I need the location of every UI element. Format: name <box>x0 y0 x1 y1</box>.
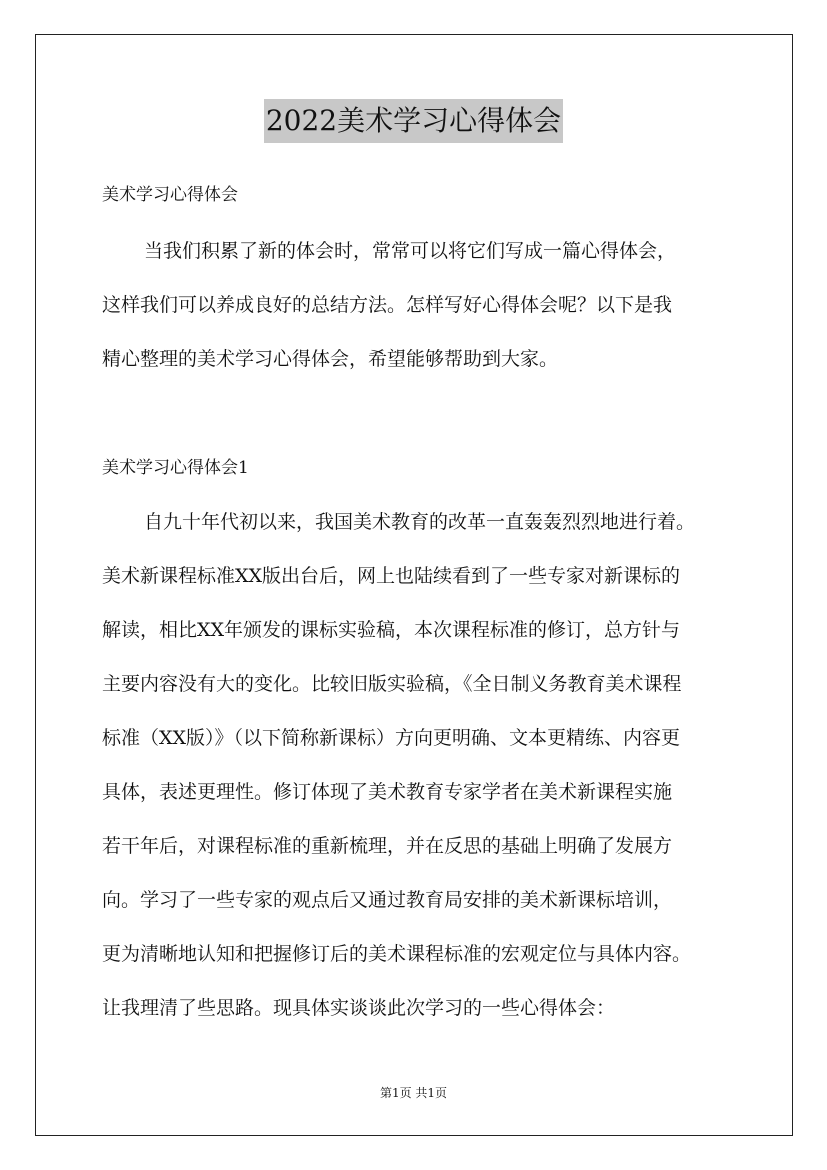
page-footer: 第1页 共1页 <box>379 1086 448 1100</box>
title-wrap <box>0 99 827 143</box>
section1-line-2: 美术新课程标准XX版出台后，网上也陆续看到了一些专家对新课标的 <box>102 565 681 587</box>
section1-line-8: 向。学习了一些专家的观点后又通过教育局安排的美术新课标培训， <box>102 889 673 911</box>
section1-line-1: 自九十年代初以来，我国美术教育的改革一直轰轰烈烈地进行着。 <box>144 511 696 533</box>
intro-heading: 美术学习心得体会 <box>102 185 238 205</box>
section1-line-10: 让我理清了些思路。现具体实谈谈此次学习的一些心得体会： <box>102 997 616 1019</box>
section1-heading: 美术学习心得体会1 <box>102 458 249 478</box>
section1-line-9: 更为清晰地认知和把握修订后的美术课程标准的宏观定位与具体内容。 <box>102 943 692 965</box>
section1-line-4: 主要内容没有大的变化。比较旧版实验稿，《全日制义务教育美术课程 <box>102 673 682 695</box>
section1-line-6: 具体，表述更理性。修订体现了美术教育专家学者在美术新课程实施 <box>102 781 673 803</box>
section1-line-5: 标准（XX版）》（以下简称新课标）方向更明确、文本更精练、内容更 <box>102 727 681 749</box>
section1-line-7: 若干年后，对课程标准的重新梳理，并在反思的基础上明确了发展方 <box>102 835 673 857</box>
intro-line-1: 当我们积累了新的体会时，常常可以将它们写成一篇心得体会， <box>144 240 677 262</box>
intro-line-2: 这样我们可以养成良好的总结方法。怎样写好心得体会呢？以下是我 <box>102 294 673 316</box>
intro-line-3: 精心整理的美术学习心得体会，希望能够帮助到大家。 <box>102 348 559 370</box>
document-title: 2022美术学习心得体会 <box>264 99 563 143</box>
section1-line-3: 解读，相比XX年颁发的课标实验稿，本次课程标准的修订，总方针与 <box>102 619 681 641</box>
